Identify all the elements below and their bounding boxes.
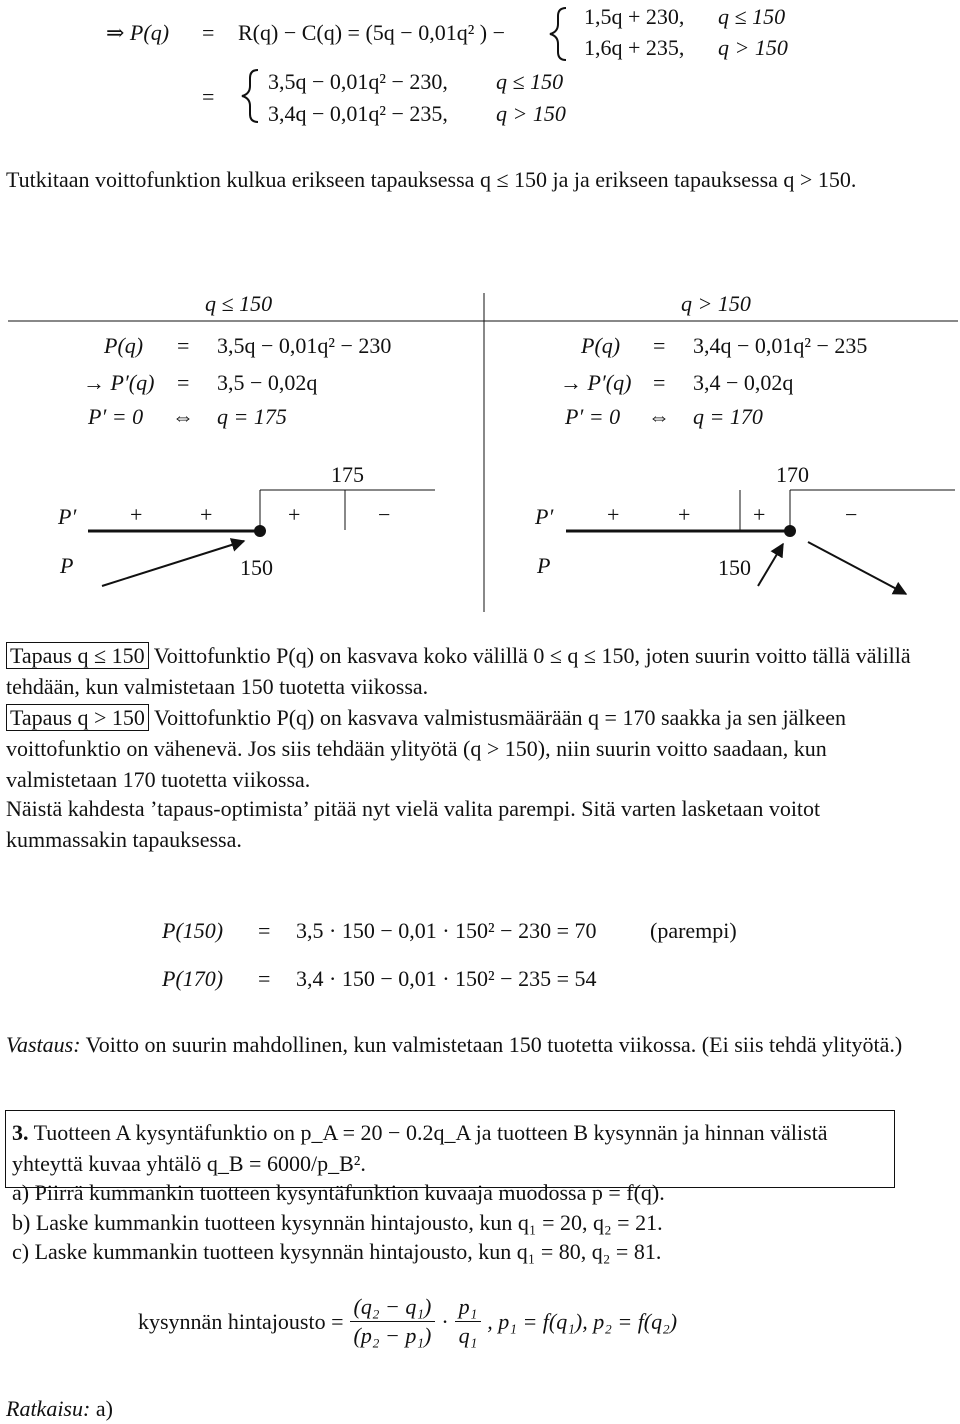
right-l2-lhs: → P′(q)	[560, 370, 632, 395]
left-p-label: P	[60, 553, 74, 578]
right-break-point	[784, 525, 796, 537]
task-line2: yhteyttä kuvaa yhtälö q_B = 6000/p_B².	[12, 1151, 366, 1176]
task-c: c) Laske kummankin tuotteen kysynnän hintajousto, kun q₁ = 80, q₂ = 81.	[12, 1239, 662, 1264]
right-l2-rhs: 3,4 − 0,02q	[693, 370, 794, 395]
right-l2-eq: =	[653, 370, 666, 395]
left-header: q ≤ 150	[205, 291, 273, 316]
calc1-lhs: P(150)	[162, 918, 224, 943]
solution-part: a)	[95, 1396, 113, 1421]
answer-text: Voitto on suurin mahdollinen, kun valmistetaan 150 tuotetta viikossa. (Ei siis tehdä ylityötä.)	[85, 1032, 903, 1057]
formula-den1: (p₂ − p₁)	[353, 1323, 432, 1348]
left-sign-2: +	[200, 502, 213, 527]
intro-paragraph: Tutkitaan voittofunktion kulkua erikseen tapauksessa q ≤ 150 ja ja erikseen tapauksessa q > 150.	[6, 167, 857, 192]
left-l2-lhs: → P′(q)	[83, 370, 155, 395]
compare-paragraph: Näistä kahdesta ’tapaus-optimista’ pitää nyt vielä valita parempi. Sitä varten lasketaan voitot kummassakin tapauksessa.	[6, 796, 821, 852]
left-crit-value: 175	[331, 462, 364, 487]
calc2-rhs: 3,4 · 150 − 0,01 · 150² − 235 = 54	[296, 966, 597, 991]
task-number: 3.	[12, 1120, 29, 1145]
formula-num1: (q₂ − q₁)	[350, 1296, 436, 1322]
right-l3-lhs: P′ = 0	[565, 404, 621, 429]
left-brace-profit	[242, 70, 258, 122]
task-b: b) Laske kummankin tuotteen kysynnän hintajousto, kun q₁ = 20, q₂ = 21.	[12, 1210, 663, 1235]
left-increase-arrow	[102, 541, 244, 586]
solution-label: Ratkaisu:	[6, 1396, 91, 1421]
cost-case-1: 1,5q + 230,	[584, 4, 685, 29]
right-l3-iff: ⇔	[648, 404, 670, 429]
left-l1-lhs: P(q)	[104, 333, 144, 358]
left-l2-eq: =	[177, 370, 190, 395]
left-pprime-label: P′	[58, 504, 77, 529]
calc1-note: (parempi)	[650, 918, 737, 943]
answer-label: Vastaus:	[6, 1032, 81, 1057]
right-increase-arrow	[758, 544, 783, 586]
right-l1-lhs: P(q)	[581, 333, 621, 358]
left-l3-iff: ⇔	[172, 404, 194, 429]
left-sign-4: −	[378, 502, 391, 527]
cost-case-2: 1,6q + 235,	[584, 35, 685, 60]
right-l3-rhs: q = 170	[693, 404, 763, 429]
profit-case-1: 3,5q − 0,01q² − 230,	[268, 69, 448, 94]
right-pprime-label: P′	[535, 504, 554, 529]
calc1-eq: =	[258, 918, 271, 943]
calc2-eq: =	[258, 966, 271, 991]
formula-den2: q₁	[458, 1323, 478, 1348]
case1-text: Voittofunktio P(q) on kasvava koko välillä 0 ≤ q ≤ 150, joten suurin voitto tällä välillä tehdään, kun valmistetaan 150 tuotetta viikossa.	[6, 643, 911, 699]
formula-dot: ·	[441, 1308, 449, 1334]
task-line1-text: Tuotteen A kysyntäfunktio on p_A = 20 − 0.2q_A ja tuotteen B kysynnän ja hinnan välistä	[33, 1120, 828, 1145]
right-sign-1: +	[607, 502, 620, 527]
profit-case-2: 3,4q − 0,01q² − 235,	[268, 101, 448, 126]
case2-paragraph	[6, 702, 911, 795]
right-l1-rhs: 3,4q − 0,01q² − 235	[693, 333, 868, 358]
answer-paragraph	[6, 1029, 911, 1060]
formula-label: kysynnän hintajousto =	[138, 1308, 344, 1334]
cost-cond-1: q ≤ 150	[718, 4, 786, 29]
left-sign-1: +	[130, 502, 143, 527]
left-l3-rhs: q = 175	[217, 404, 287, 429]
formula-tail: , p₁ = f(q₁), p₂ = f(q₂)	[487, 1308, 678, 1334]
left-l1-rhs: 3,5q − 0,01q² − 230	[217, 333, 392, 358]
case1-paragraph	[6, 640, 911, 702]
task-a: a) Piirrä kummankin tuotteen kysyntäfunktion kuvaaja muodossa p = f(q).	[12, 1180, 665, 1205]
right-l1-eq: =	[653, 333, 666, 358]
solution-line	[6, 1393, 911, 1424]
right-break-value: 150	[718, 555, 751, 580]
elasticity-formula	[138, 1296, 677, 1347]
left-l2-rhs: 3,5 − 0,02q	[217, 370, 318, 395]
left-break-value: 150	[240, 555, 273, 580]
case2-box: Tapaus q > 150	[6, 704, 149, 731]
calc1-rhs: 3,5 · 150 − 0,01 · 150² − 230 = 70	[296, 918, 597, 943]
left-l1-eq: =	[177, 333, 190, 358]
profit-cond-1: q ≤ 150	[496, 69, 564, 94]
top-rhs: R(q) − C(q) = (5q − 0,01q² ) −	[238, 20, 506, 45]
case1-box: Tapaus q ≤ 150	[6, 642, 149, 669]
calc2-lhs: P(170)	[162, 966, 224, 991]
task-line1	[12, 1117, 917, 1148]
right-crit-value: 170	[776, 462, 809, 487]
right-p-label: P	[537, 553, 551, 578]
formula-num2: p₁	[455, 1296, 482, 1322]
right-sign-4: −	[845, 502, 858, 527]
left-break-point	[254, 525, 266, 537]
formula-fraction-2	[455, 1296, 482, 1347]
right-sign-3: +	[753, 502, 766, 527]
top-eq: =	[202, 20, 215, 45]
formula-fraction-1	[350, 1296, 436, 1347]
left-sign-3: +	[288, 502, 301, 527]
case2-text: Voittofunktio P(q) on kasvava valmistusmäärään q = 170 saakka ja sen jälkeen voittofunktio on vähenevä. Jos siis tehdään ylityötä (q > 150), niin suurin voitto saadaan, kun valmistetaan 170 tuotetta viikossa.	[6, 705, 847, 792]
top-lhs: ⇒ P(q)	[106, 20, 170, 45]
right-header: q > 150	[681, 291, 751, 316]
left-brace-cost	[550, 8, 566, 60]
left-l3-lhs: P′ = 0	[88, 404, 144, 429]
profit-eq: =	[202, 84, 215, 109]
right-sign-2: +	[678, 502, 691, 527]
right-decrease-arrow	[808, 542, 906, 594]
cost-cond-2: q > 150	[718, 35, 788, 60]
profit-cond-2: q > 150	[496, 101, 566, 126]
